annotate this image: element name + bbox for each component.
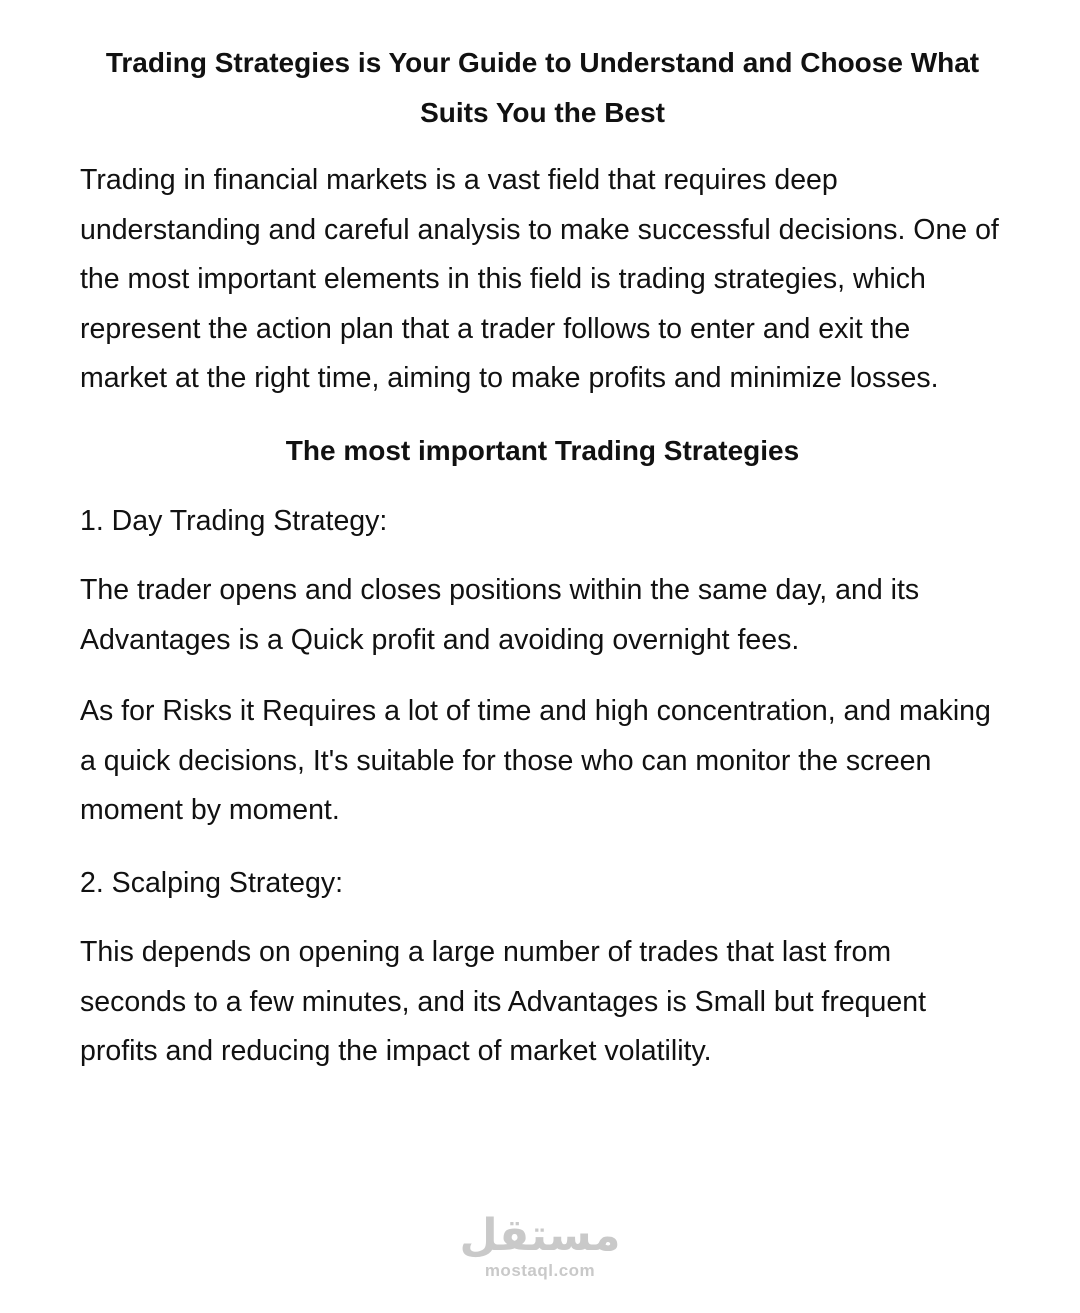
strategy-paragraph: This depends on opening a large number of trades that last from seconds to a few minutes, and its Advantages is Small but frequent profits and reducing the impact of market volatility. (80, 935, 926, 1068)
article-title: Trading Strategies is Your Guide to Understand and Choose What Suits You the Best (105, 47, 980, 128)
watermark-logo: مستقل (459, 1210, 621, 1261)
strategy-heading-scalping: 2. Scalping Strategy: (80, 866, 343, 899)
intro-paragraph: Trading in financial markets is a vast field that requires deep understanding and careful analysis to make successful decisions. One of the most important elements in this field is trading strategies, which represent the action plan that a trader follows to enter and exit the market at the right time, aiming to make profits and minimize losses. (80, 164, 999, 395)
mostaql-watermark (440, 1210, 640, 1280)
strategy-paragraph: As for Risks it Requires a lot of time and high concentration, and making a quick decisions, It's suitable for those who can monitor the screen moment by moment. (80, 695, 991, 827)
section-heading: The most important Trading Strategies (285, 434, 800, 466)
strategy-heading-day-trading: 1. Day Trading Strategy: (80, 504, 388, 537)
strategy-paragraph: The trader opens and closes positions within the same day, and its Advantages is a Quick profit and avoiding overnight fees. (80, 573, 920, 656)
watermark-url: mostaql.com (484, 1261, 596, 1280)
article (80, 38, 1005, 1099)
